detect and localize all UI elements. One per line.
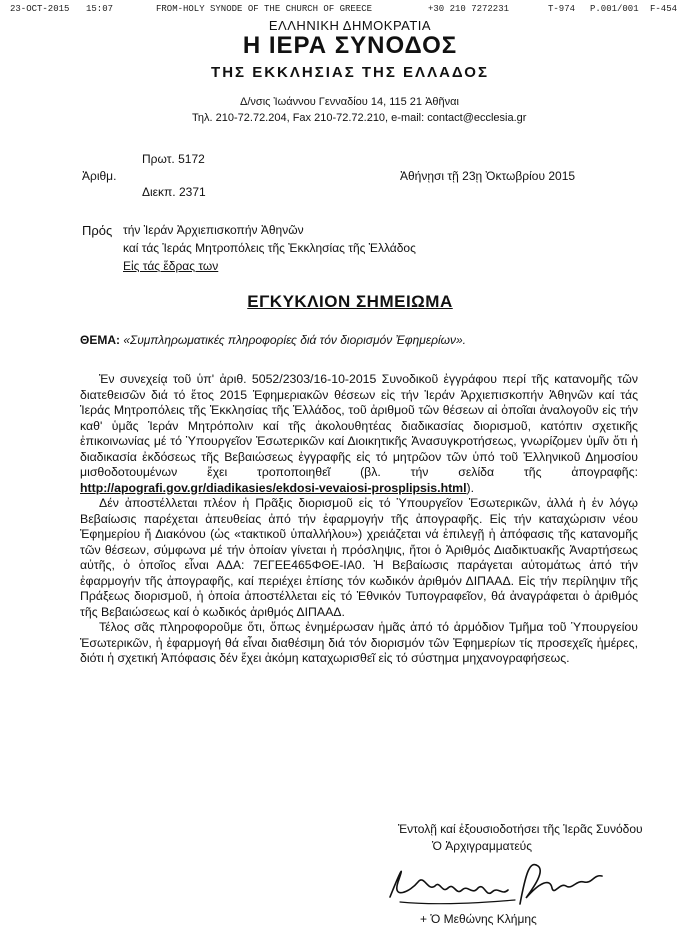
letterhead-address: Δ/νσις Ἰωάννου Γενναδίου 14, 115 21 Ἀθῆναι	[240, 96, 459, 108]
fax-date: 23-OCT-2015	[10, 4, 70, 14]
letterhead-republic: ΕΛΛΗΝΙΚΗ ΔΗΜΟΚΡΑΤΙΑ	[268, 18, 432, 33]
subject-label: ΘΕΜΑ:	[80, 333, 120, 347]
recipient-line-1: τήν Ἱεράν Ἀρχιεπισκοπήν Ἀθηνῶν	[123, 223, 304, 237]
letterhead-subtitle: ΤΗΣ ΕΚΚΛΗΣΙΑΣ ΤΗΣ ΕΛΛΑΔΟΣ	[211, 64, 489, 81]
protocol-number: Πρωτ. 5172	[142, 152, 205, 166]
subject-line	[80, 333, 466, 347]
recipient-line-2: καί τάς Ἱεράς Μητροπόλεις τῆς Ἐκκλησίας τῆς Ἑλλάδος	[123, 241, 416, 255]
recipient-line-3: Εἰς τάς ἕδρας των	[123, 259, 219, 273]
fax-f-number: F-454	[650, 4, 678, 14]
document-date: Ἀθήνῃσι τῇ 23ῃ Ὀκτωβρίου 2015	[400, 169, 576, 183]
document-body	[80, 372, 638, 667]
signer-name: + Ὁ Μεθώνης Κλήμης	[420, 912, 537, 926]
document-title: ΕΓΚΥΚΛΙΟΝ ΣΗΜΕΙΩΜΑ	[247, 292, 453, 311]
number-label: Ἀριθμ.	[82, 169, 117, 183]
handwritten-signature	[380, 852, 630, 914]
fax-t-number: T-974	[548, 4, 576, 14]
fax-header	[10, 4, 692, 18]
body-paragraph-2: Δέν ἀποστέλλεται πλέον ἡ Πρᾶξις διορισμοῦ εἰς τό Ὑπουργεῖον Ἐσωτερικῶν, ἀλλά ἡ ἐν λόγῳ Βεβαίωσις παρέχεται ἀπευθείας ἀπό τήν ἐφαρμογήν τῆς ἀπογραφῆς. Εἰς τήν καταχώρισιν νέου Ἐφημερίου ἤ Διακόνου (ὡς «τακτικοῦ ὑπαλλήλου») χρειάζεται νά ἐπιλεγῇ ἡ ἀπόφασις τῆς κατανομῆς τῶν θέσεων, σύμφωνα μέ τήν ὁποίαν γίνεται ἡ πρόσληψις, ἤτοι ὁ Ἀριθμός Διαδικτυακῆς Ἀναρτήσεως αὐτῆς, ὁ ὁποῖος εἶναι ΑΔΑ: 7ΕΓΕΕ465ΦΘΕ-ΙΑ0. Ἡ Βεβαίωσις παράγεται αὐτομάτως ἀπό τήν ἐφαρμογήν τῆς ἀπογραφῆς, καί περιέχει ἐπίσης τόν κωδικόν ἀριθμόν ΔΙΠΑΑΔ. Εἰς τήν περίληψιν τῆς Πράξεως διορισμοῦ, ἡ ὁποία ἀποστέλλεται εἰς τό Ἐθνικόν Τυπογραφεῖον, θά ἀναγράφεται ὁ ἀριθμός τῆς Βεβαιώσεως καί ὁ κωδικός ἀριθμός ΔΙΠΑΑΔ.	[80, 496, 638, 619]
fax-phone: +30 210 7272231	[428, 4, 510, 14]
body-paragraph-1-end: ).	[466, 480, 475, 495]
body-paragraph-3: Τέλος σᾶς πληροφοροῦμε ὅτι, ὅπως ἐνημέρωσαν ἡμᾶς ἀπό τό ἁρμόδιον Τμῆμα τοῦ Ὑπουργείου Ἐσωτερικῶν, ἡ ἐφαρμογή θά εἶναι διαθέσιμη διά τόν διορισμόν τῶν Ἐφημερίων τίς προσεχεῖς ἡμέρες, διότι ἡ σχετική Ἀπόφασις δέν ἔχει ἀκόμη καταχωρισθεῖ εἰς τό σύστημα μηχανογραφήσεως.	[80, 620, 638, 665]
fax-sender: FROM-HOLY SYNODE OF THE CHURCH OF GREECE	[156, 4, 373, 14]
letterhead-contact: Τηλ. 210-72.72.204, Fax 210-72.72.210, e-mail: contact@ecclesia.gr	[192, 112, 527, 124]
closing-authority: Ἐντολῇ καί ἐξουσιοδοτήσει τῆς Ἱερᾶς Συνόδου	[398, 822, 643, 836]
body-paragraph-1-text: Ἐν συνεχείᾳ τοῦ ὑπ' ἀριθ. 5052/2303/16-10-2015 Συνοδικοῦ ἐγγράφου περί τῆς κατανομῆς τῶν διατεθεισῶν διά τό ἔτος 2015 Ἐφημεριακῶν θέσεων εἰς τήν Ἱεράν Ἀρχιεπισκοπήν Ἀθηνῶν καί τάς Ἱεράς Μητροπόλεις τῆς Ἐκκλησίας τῆς Ἑλλάδος, τοῦ ἀριθμοῦ τῶν θέσεων αἱ ὁποῖαι ἀναλογοῦν εἰς τήν καθ' ὑμᾶς Ἱεράν Μητρόπολιν καί τῆς ἀκολουθητέας διαδικασίας διορισμοῦ, κατόπιν σχετικῆς ἐπικοινωνίας μέ τό Ὑπουργεῖον Ἐσωτερικῶν καί Διοικητικῆς Ἀνασυγκροτήσεως, γνωρίζομεν ὑμῖν ὅτι ἡ διαδικασία ἐκδόσεως τῆς Βεβαιώσεως ἐγγραφῆς εἰς τό μητρῶον τῶν ὑπό τοῦ Ἑλληνικοῦ Δημοσίου μισθοδοτουμένων ἔχει τροποποιηθεῖ (βλ. τήν σελίδα τῆς ἀπογραφῆς:	[80, 372, 638, 479]
apografi-link[interactable]: http://apografi.gov.gr/diadikasies/ekdosi-vevaiosi-prosplipsis.html	[80, 480, 467, 495]
to-label: Πρός	[82, 223, 113, 238]
subject-text: «Συμπληρωματικές πληροφορίες διά τόν διορισμόν Ἐφημερίων».	[123, 333, 466, 347]
fax-time: 15:07	[86, 4, 114, 14]
closing-role: Ὁ Ἀρχιγραμματεύς	[432, 839, 533, 853]
body-paragraph-1	[80, 372, 638, 496]
fax-page-count: P.001/001	[590, 4, 639, 14]
dispatch-number: Διεκπ. 2371	[142, 185, 206, 199]
letterhead-title: Η ΙΕΡΑ ΣΥΝΟΔΟΣ	[242, 32, 458, 59]
